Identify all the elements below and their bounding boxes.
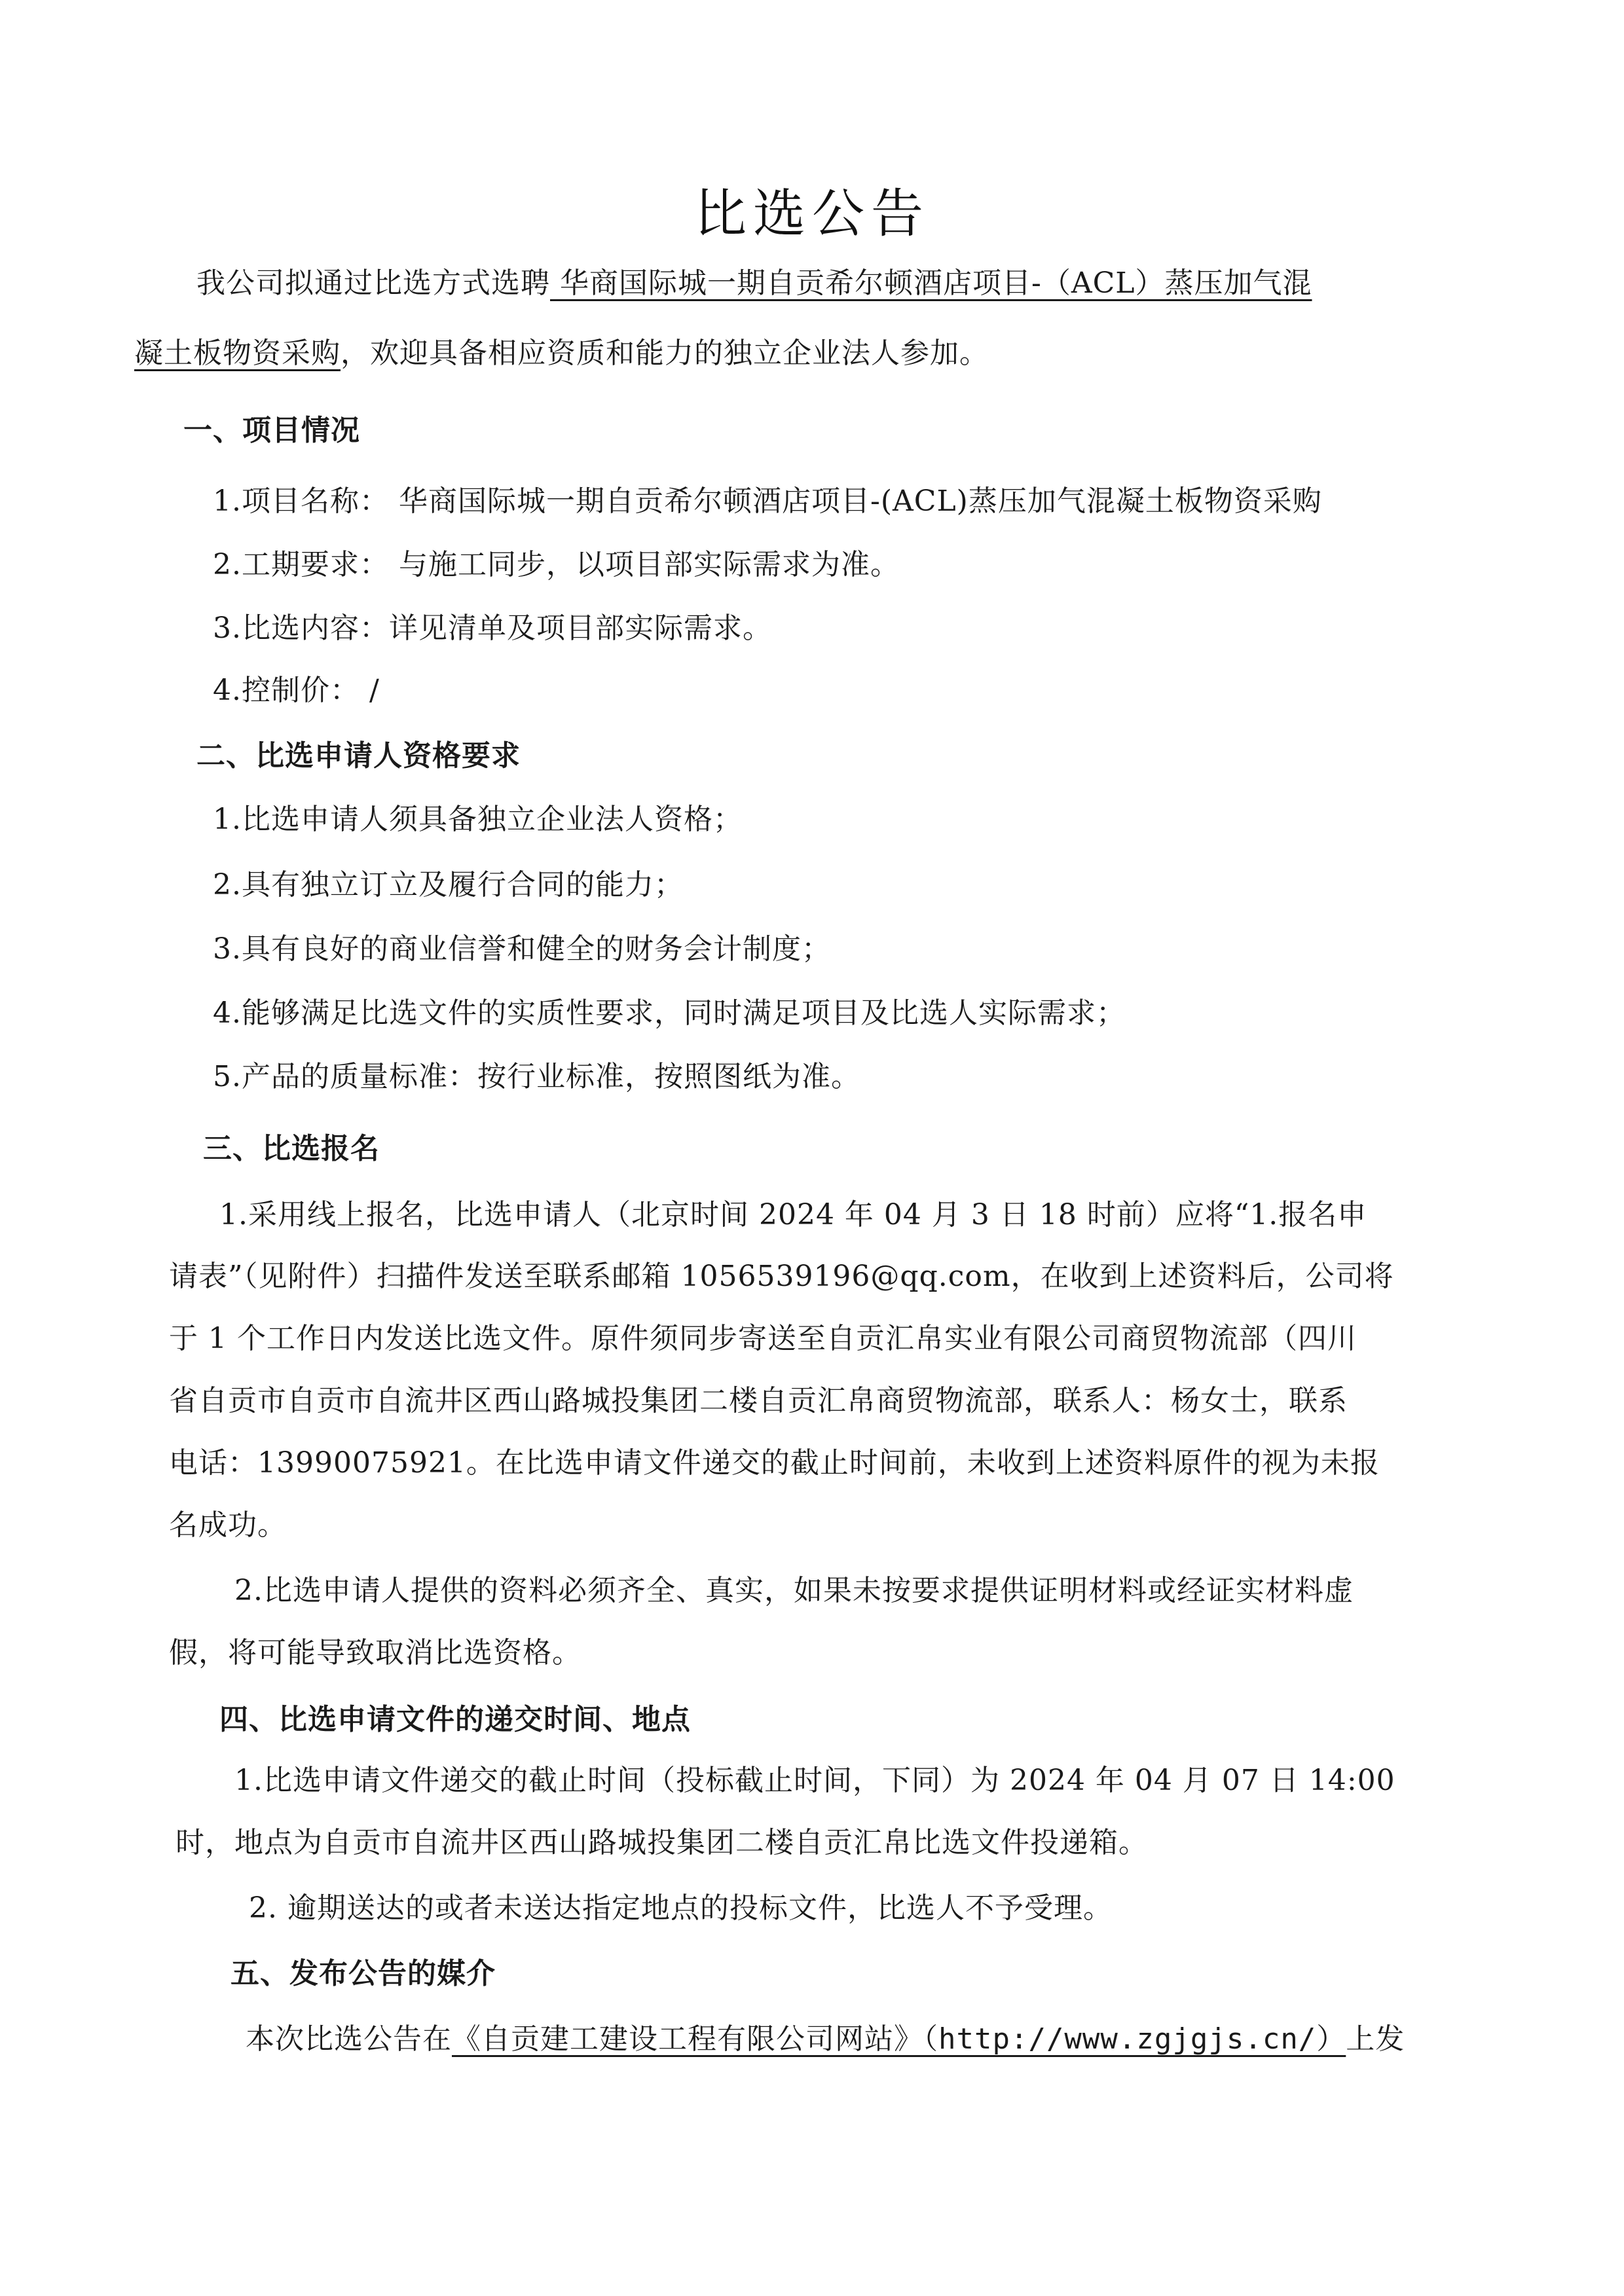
- website-url-link[interactable]: （http://www.zgjgjs.cn/）: [923, 2022, 1346, 2056]
- section3-heading: 三、比选报名: [203, 1132, 380, 1165]
- section5-suffix: 上发: [1346, 2022, 1405, 2056]
- intro-line-1: [196, 264, 1312, 303]
- section1-item: 1.项目名称： 华商国际城一期自贡希尔顿酒店项目-(ACL)蒸压加气混凝土板物资采购: [213, 484, 1322, 518]
- section4-heading: 四、比选申请文件的递交时间、地点: [219, 1703, 691, 1736]
- section3-p1-line: 省自贡市自贡市自流井区西山路城投集团二楼自贡汇帛商贸物流部，联系人：杨女士，联系: [169, 1384, 1348, 1417]
- section2-item: 5.产品的质量标准：按行业标准，按照图纸为准。: [213, 1060, 860, 1093]
- website-name-link[interactable]: 《自贡建工建设工程有限公司网站》: [452, 2022, 923, 2056]
- section3-p1-line: 电话：13990075921。在比选申请文件递交的截止时间前，未收到上述资料原件的视为未报: [169, 1446, 1380, 1480]
- intro-project-part2: 凝土板物资采购: [134, 337, 341, 370]
- section3-p1-line: 请表”（见附件）扫描件发送至联系邮箱 1056539196@qq.com，在收到上述资料后，公司将: [169, 1260, 1394, 1293]
- section3-p1-line: 于 1 个工作日内发送比选文件。原件须同步寄送至自贡汇帛实业有限公司商贸物流部（四川: [169, 1322, 1357, 1355]
- intro-project-part1: 华商国际城一期自贡希尔顿酒店项目-（ACL）蒸压加气混: [550, 266, 1312, 300]
- section3-p1-line: 名成功。: [169, 1508, 287, 1542]
- section1-item: 2.工期要求： 与施工同步，以项目部实际需求为准。: [213, 548, 900, 581]
- intro-prefix: 我公司拟通过比选方式选聘: [196, 266, 550, 300]
- section4-p1-line: 1.比选申请文件递交的截止时间（投标截止时间，下同）为 2024 年 04 月 07 日 14:00: [234, 1764, 1395, 1797]
- section4-p1-line: 时，地点为自贡市自流井区西山路城投集团二楼自贡汇帛比选文件投递箱。: [175, 1826, 1148, 1859]
- section2-item: 4.能够满足比选文件的实质性要求，同时满足项目及比选人实际需求；: [213, 996, 1126, 1030]
- section5-prefix: 本次比选公告在: [246, 2022, 452, 2056]
- section1-item: 4.控制价： /: [213, 674, 380, 707]
- section1-item: 3.比选内容：详见清单及项目部实际需求。: [213, 611, 772, 645]
- intro-line-2: [134, 334, 989, 373]
- section3-p1-line: 1.采用线上报名，比选申请人（北京时间 2024 年 04 月 3 日 18 时前）应将“1.报名申: [219, 1198, 1367, 1231]
- page-title: 比选公告: [694, 183, 930, 244]
- section2-item: 1.比选申请人须具备独立企业法人资格；: [213, 803, 743, 836]
- section2-heading: 二、比选申请人资格要求: [196, 739, 521, 773]
- section3-p2-line: 2.比选申请人提供的资料必须齐全、真实，如果未按要求提供证明材料或经证实材料虚: [234, 1574, 1354, 1607]
- section4-p2: 2. 逾期送达的或者未送达指定地点的投标文件，比选人不予受理。: [249, 1891, 1113, 1925]
- section5-line: [246, 2020, 1405, 2059]
- section3-p2-line: 假，将可能导致取消比选资格。: [169, 1636, 581, 1669]
- section5-heading: 五、发布公告的媒介: [231, 1957, 496, 1990]
- section2-item: 2.具有独立订立及履行合同的能力；: [213, 868, 684, 902]
- section2-item: 3.具有良好的商业信誉和健全的财务会计制度；: [213, 932, 831, 966]
- intro-suffix: ，欢迎具备相应资质和能力的独立企业法人参加。: [341, 337, 989, 370]
- section1-heading: 一、项目情况: [183, 414, 360, 447]
